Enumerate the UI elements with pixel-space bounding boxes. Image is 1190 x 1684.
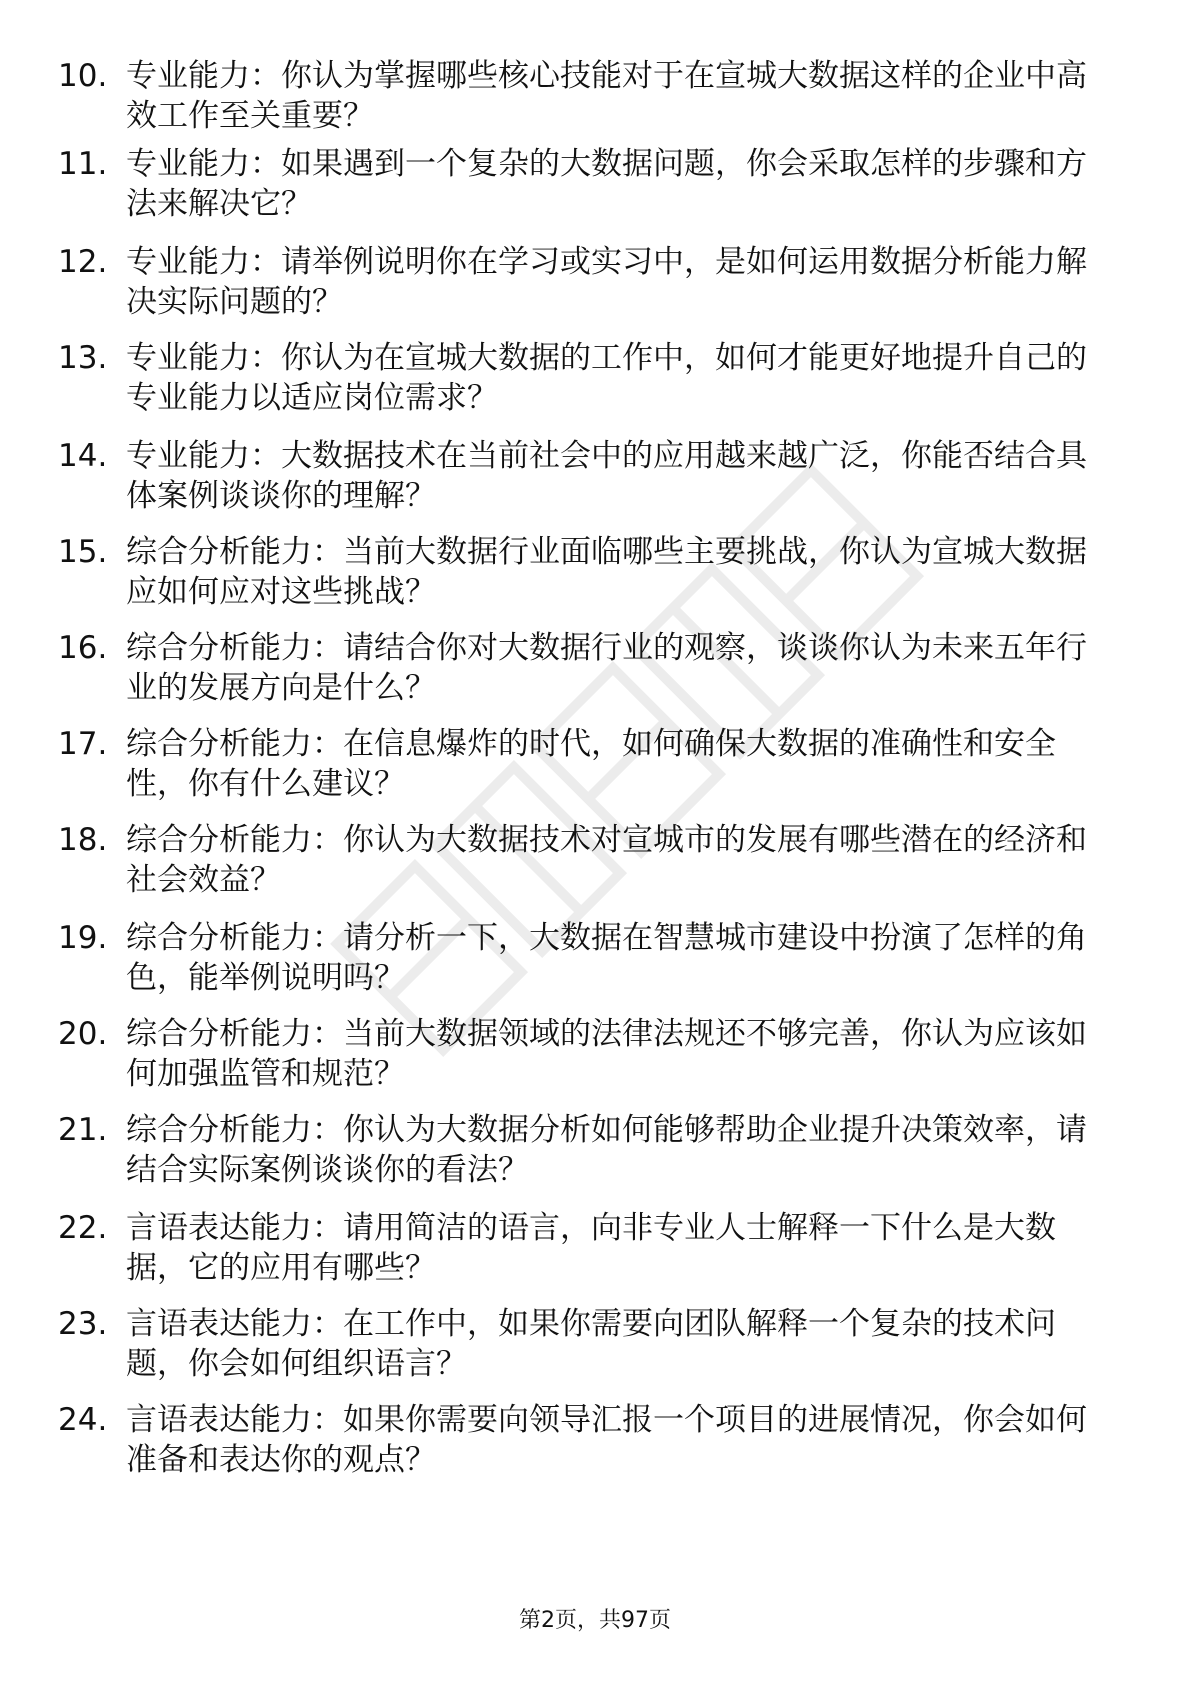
page-footer: [0, 1607, 1190, 1635]
list-item: [58, 1208, 1118, 1288]
list-item: [58, 144, 1118, 224]
question-number: 10.: [58, 58, 108, 94]
question-number: 18.: [58, 822, 108, 858]
list-item: [58, 1014, 1118, 1094]
question-number: 14.: [58, 438, 108, 474]
page-number-label: 第2页，共97页: [519, 1608, 671, 1633]
question-text: 言语表达能力：在工作中，如果你需要向团队解释一个复杂的技术问题，你会如何组织语言？: [126, 1306, 1056, 1382]
question-number: 21.: [58, 1112, 108, 1148]
question-text: 言语表达能力：请用简洁的语言，向非专业人士解释一下什么是大数据，它的应用有哪些？: [126, 1210, 1056, 1286]
list-item: [58, 724, 1118, 804]
question-number: 17.: [58, 726, 108, 762]
question-number: 19.: [58, 920, 108, 956]
question-number: 23.: [58, 1306, 108, 1342]
list-item: [58, 1400, 1118, 1480]
question-text: 综合分析能力：当前大数据领域的法律法规还不够完善，你认为应该如何加强监管和规范？: [126, 1016, 1087, 1092]
list-item: [58, 1110, 1118, 1190]
question-text: 综合分析能力：请分析一下，大数据在智慧城市建设中扮演了怎样的角色，能举例说明吗？: [126, 920, 1087, 996]
question-text: 综合分析能力：请结合你对大数据行业的观察，谈谈你认为未来五年行业的发展方向是什么？: [126, 630, 1087, 706]
list-item: [58, 242, 1118, 322]
question-number: 11.: [58, 146, 108, 182]
question-text: 专业能力：你认为在宣城大数据的工作中，如何才能更好地提升自己的专业能力以适应岗位需求？: [126, 340, 1087, 416]
list-item: [58, 56, 1118, 136]
list-item: [58, 628, 1118, 708]
question-number: 22.: [58, 1210, 108, 1246]
question-text: 专业能力：请举例说明你在学习或实习中，是如何运用数据分析能力解决实际问题的？: [126, 244, 1087, 320]
list-item: [58, 820, 1118, 900]
question-text: 专业能力：大数据技术在当前社会中的应用越来越广泛，你能否结合具体案例谈谈你的理解？: [126, 438, 1087, 514]
question-text: 综合分析能力：你认为大数据分析如何能够帮助企业提升决策效率，请结合实际案例谈谈你的看法？: [126, 1112, 1087, 1188]
question-text: 综合分析能力：在信息爆炸的时代，如何确保大数据的准确性和安全性，你有什么建议？: [126, 726, 1056, 802]
list-item: [58, 436, 1118, 516]
question-text: 专业能力：如果遇到一个复杂的大数据问题，你会采取怎样的步骤和方法来解决它？: [126, 146, 1087, 222]
list-item: [58, 532, 1118, 612]
question-text: 专业能力：你认为掌握哪些核心技能对于在宣城大数据这样的企业中高效工作至关重要？: [126, 58, 1087, 134]
question-text: 综合分析能力：你认为大数据技术对宣城市的发展有哪些潜在的经济和社会效益？: [126, 822, 1087, 898]
list-item: [58, 918, 1118, 998]
question-number: 15.: [58, 534, 108, 570]
question-number: 16.: [58, 630, 108, 666]
question-text: 综合分析能力：当前大数据行业面临哪些主要挑战，你认为宣城大数据应如何应对这些挑战？: [126, 534, 1087, 610]
list-item: [58, 1304, 1118, 1384]
question-number: 20.: [58, 1016, 108, 1052]
question-number: 24.: [58, 1402, 108, 1438]
question-text: 言语表达能力：如果你需要向领导汇报一个项目的进展情况，你会如何准备和表达你的观点？: [126, 1402, 1087, 1478]
question-number: 13.: [58, 340, 108, 376]
question-number: 12.: [58, 244, 108, 280]
list-item: [58, 338, 1118, 418]
